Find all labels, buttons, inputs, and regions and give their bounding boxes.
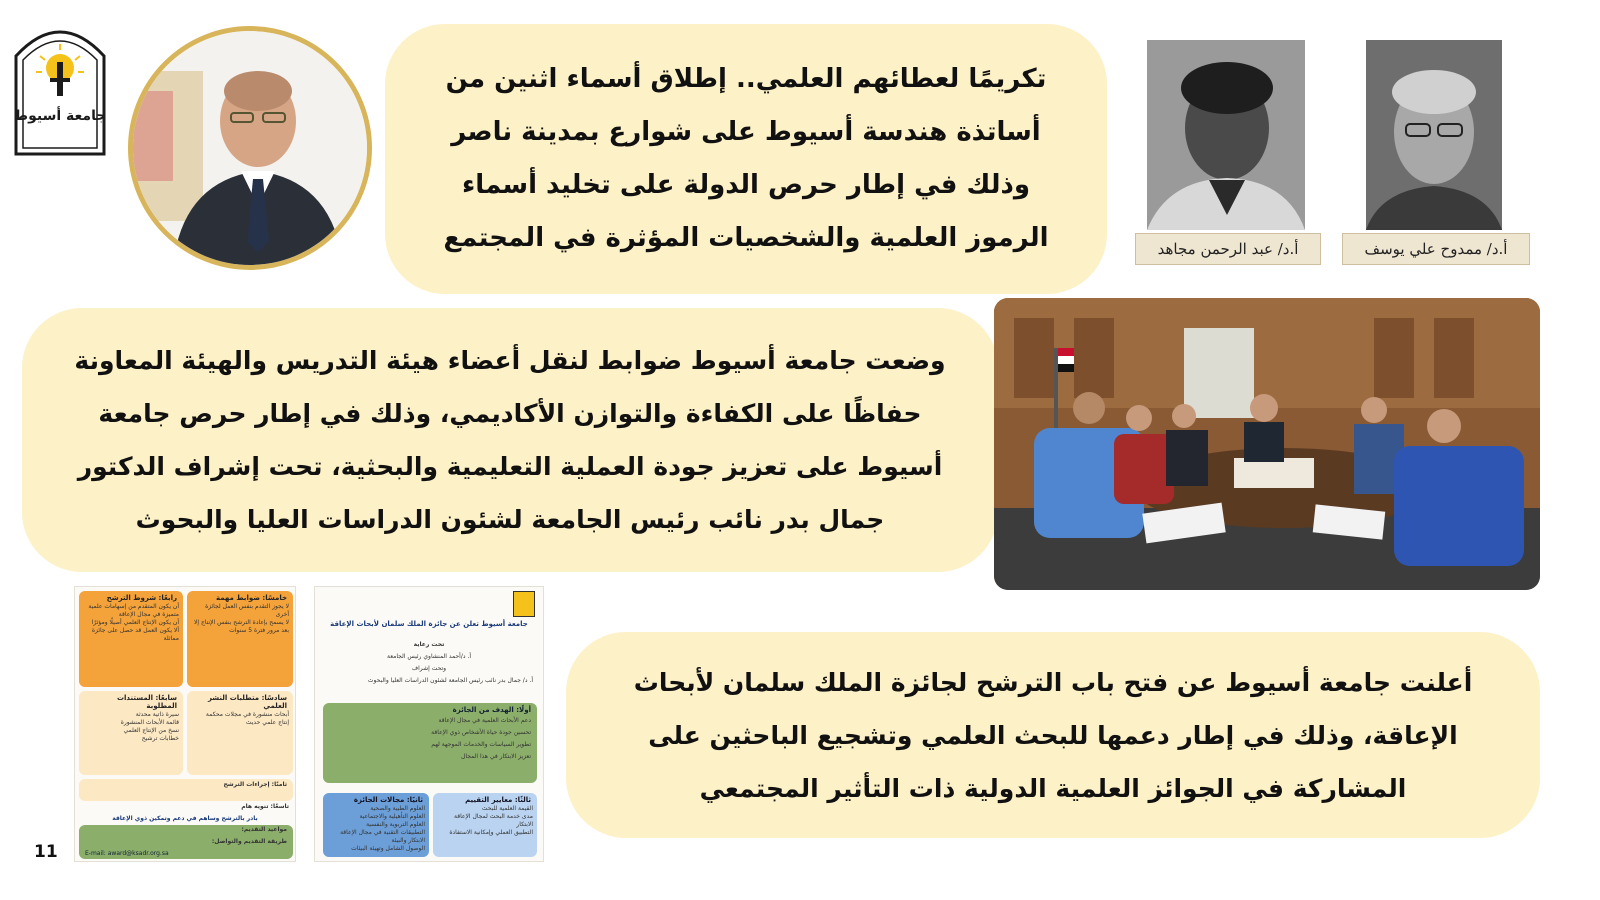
professor-caption-mujahid: أ.د/ عبد الرحمن مجاهد [1135,233,1321,265]
poster-1-criterion: الابتكار [516,821,533,828]
poster-2-s4-item: ألا يكون العمل قد حصل على جائزة مماثلة [91,627,179,642]
poster-2-s5-item: لا يسمح بإعادة الترشح بنفس الإنتاج إلا بعد مرور فترة 5 سنوات [194,619,289,634]
poster-2-s7-item: نسخ من الإنتاج العلمي [123,727,179,734]
poster-1-goal: تحسين جودة حياة الأشخاص ذوي الإعاقة [431,729,531,736]
logo-text: جامعة أسيوط [13,108,107,124]
poster-1-fields-title: ثانيًا: مجالات الجائزة [353,796,423,804]
poster-2-s7-item: خطابات ترشيح [141,735,179,742]
poster-1-president: أ. د/أحمد المنشاوي رئيس الجامعة [387,653,471,660]
poster-1-goals-block [323,703,537,783]
poster-1-vp: أ. د/ جمال بدر نائب رئيس الجامعة لشئون الدراسات العليا والبحوث [367,677,533,684]
logo-emblem-icon [10,16,110,156]
news-headline-3: أعلنت جامعة أسيوط عن فتح باب الترشح لجائزة الملك سلمان لأبحاث الإعاقة، وذلك في إطار دعمها للبحث العلمي وتشجيع الباحثين على المشاركة في الجوائز العلمية الدولية ذات التأثير المجتمعي [633,667,1473,803]
news-headline-1: تكريمًا لعطائهم العلمي.. إطلاق أسماء اثنين من أساتذة هندسة أسيوط على شوارع بمدينة ناصر وذلك في إطار حرص الدولة على تخليد أسماء الرموز العلمية والشخصيات المؤثرة في المجتمع [443,64,1049,253]
poster-2-s7-title: سابعًا: المستندات المطلوبة [117,694,177,710]
poster-2-conditions-block [79,591,183,687]
poster-2-s6-item: أبحاث منشورة في مجلات محكمة [205,711,289,718]
poster-1-title: جامعة أسيوط تعلن عن جائزة الملك سلمان لأبحاث الإعاقة [330,620,528,628]
poster-1-criteria-block [433,793,537,857]
poster-2-s5-item: لا يجوز التقدم بنفس العمل لجائزة أخرى [205,603,289,618]
poster-2-s6-item: إنتاج علمي حديث [245,719,289,726]
poster-2-cta: بادر بالترشح وساهم في دعم وتمكين ذوي الإعاقة [112,815,258,822]
poster-2-publishing-block [187,691,293,775]
poster-2-s6-title: سادسًا: متطلبات النشر العلمي [207,694,287,710]
poster-2-docs-block [79,691,183,775]
poster-2-s5-title: خامسًا: ضوابط مهمة [215,594,287,602]
president-portrait [128,26,372,270]
news-headline-2: وضعت جامعة أسيوط ضوابط لنقل أعضاء هيئة التدريس والهيئة المعاونة حفاظًا على الكفاءة والتوازن الأكاديمي، وذلك في إطار حرص جامعة أسيوط على تعزيز جودة العملية التعليمية والبحثية، تحت إشراف الدكتور جمال بدر نائب رئيس الجامعة لشئون الدراسات العليا والبحوث [74,346,946,534]
poster-1-patronage: تحت رعاية [413,641,445,648]
poster-1-goals-title: أولًا: الهدف من الجائزة [452,706,531,714]
poster-2-s9-title: تاسعًا: تنويه هام [241,803,289,810]
poster-2-s8-title: ثامنًا: إجراءات الترشح [223,781,287,788]
poster-2-s7-item: سيرة ذاتية محدثة [135,711,179,718]
award-poster-page-2 [74,586,296,862]
poster-1-criteria-title: ثالثًا: معايير التقييم [465,796,531,804]
poster-1-field: الوصول الشامل وتهيئة البيئات [351,845,425,852]
poster-2-email: E-mail: award@ksadr.org.sa [85,850,169,857]
poster-1-criterion: التطبيق العملي وإمكانية الاستفادة [449,829,533,836]
poster-1-criterion: القيمة العلمية للبحث [481,805,533,812]
assiut-university-logo [10,16,110,156]
poster-2-s4-item: أن يكون المتقدم من إسهامات علمية متميزة في مجال الإعاقة [88,603,179,618]
poster-1-goal: تعزيز الابتكار في هذا المجال [461,753,531,760]
poster-1-field: العلوم التربوية والنفسية [366,821,425,828]
poster-1-field: الابتكار والبيئة [391,837,425,844]
poster-1-goal: دعم الأبحاث العلمية في مجال الإعاقة [438,717,531,724]
poster-2-procedures-block [79,779,293,801]
poster-2-s7-item: قائمة الأبحاث المنشورة [120,719,179,726]
poster-2-rules-block [187,591,293,687]
poster-1-field: العلوم التأهيلية والاجتماعية [359,813,425,820]
poster-1-logo-icon [513,591,535,617]
professor-photo-mujahid [1147,40,1305,230]
poster-1-field: العلوم الطبية والصحية [370,805,425,812]
news-bubble-king-salman-award [566,632,1540,838]
news-bubble-street-naming [385,24,1107,294]
poster-1-field: التطبيقات التقنية في مجال الإعاقة [340,829,425,836]
professor-caption-youssef: أ.د/ ممدوح علي يوسف [1342,233,1530,265]
poster-2-s4-item: أن يكون الإنتاج العلمي أصيلًا ومؤثرًا [91,619,179,626]
news-bubble-transfer-rules [22,308,998,572]
poster-1-goal: تطوير السياسات والخدمات الموجهة لهم [431,741,531,748]
poster-1-fields-block [323,793,429,857]
poster-2-dates-title: مواعيد التقديم: [241,826,287,833]
poster-1-supervision: وتحت إشراف [411,665,447,672]
poster-1-criterion: مدى خدمة البحث لمجال الإعاقة [454,813,533,820]
poster-2-apply-block [79,825,293,859]
poster-2-s4-title: رابعًا: شروط الترشح [106,594,177,602]
meeting-photo [994,298,1540,590]
page-number: 11 [34,842,58,862]
award-poster-page-1 [314,586,544,862]
professor-photo-youssef [1366,40,1502,230]
poster-2-apply-title: طريقة التقديم والتواصل: [211,838,287,845]
